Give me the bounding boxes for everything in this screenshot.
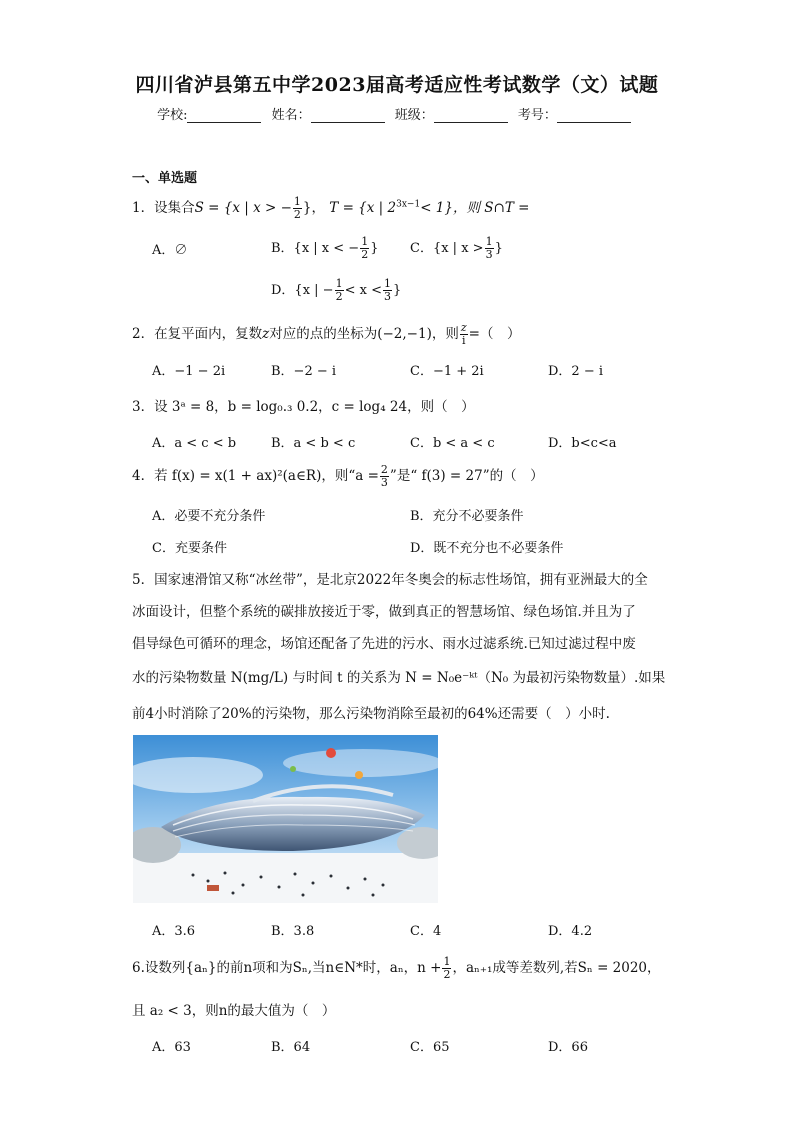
q5-option-c[interactable]: C．4 [410, 924, 442, 939]
name-blank[interactable] [311, 110, 385, 123]
number-label: 考号： [517, 108, 557, 123]
question-4: 4．若 f(x) = x(1 + ax)²(a∈R)，则“a = $\frac{2}{3}$ ”是“ f(3) = 27”的（ ） [132, 463, 544, 489]
question-2: 2．在复平面内，复数z对应的点的坐标为(−2,−1)，则 $\frac{z}{i}$ =（ ） [132, 321, 521, 347]
q3-option-c[interactable]: C．b < a < c [410, 436, 495, 451]
q1-set-t: T = {x | 2 [329, 200, 397, 216]
student-info-row [0, 104, 794, 123]
exam-title: 四川省泸县第五中学2023届高考适应性考试数学（文）试题 [135, 74, 659, 96]
q5-option-b[interactable]: B．3.8 [271, 924, 315, 939]
q1-frac-half: $\frac{1}{2}$ [293, 195, 301, 221]
school-blank[interactable] [187, 110, 261, 123]
class-label: 班级： [394, 108, 434, 123]
q5-option-a[interactable]: A．3.6 [152, 924, 196, 939]
q1-option-d[interactable]: D．{x | − $\frac{1}{2}$ < x < $\frac{1}{3}$ } [271, 277, 402, 303]
q1-option-b[interactable]: B．{x | x < − $\frac{1}{2}$ } [271, 235, 379, 261]
q1-exponent: 3x−1 [396, 199, 421, 210]
question-3: 3．设 3ᵃ = 8，b = log₀.₃ 0.2，c = log₄ 24，则（ ） [132, 399, 475, 415]
number-blank[interactable] [557, 110, 631, 123]
q5-line-2: 冰面设计，但整个系统的碳排放接近于零，做到真正的智慧场馆、绿色场馆.并且为了 [132, 604, 636, 620]
q4-option-d[interactable]: D．既不充分也不必要条件 [410, 541, 564, 556]
q6-option-a[interactable]: A．63 [152, 1040, 191, 1055]
name-label: 姓名： [271, 108, 311, 123]
section-heading: 一、单选题 [132, 171, 198, 186]
q1-option-c[interactable]: C．{x | x > $\frac{1}{3}$ } [410, 235, 503, 261]
q2-option-a[interactable]: A．−1 − 2i [152, 364, 226, 379]
q1-prefix: 1．设集合 [132, 200, 195, 216]
q1-option-a[interactable]: A．∅ [152, 243, 188, 258]
q5-line-5: 前4小时消除了20%的污染物，那么污染物消除至最初的64%还需要（ ）小时. [132, 706, 610, 722]
question-6-line-2: 且 a₂ < 3，则n的最大值为（ ） [132, 1003, 336, 1019]
question-1 [132, 196, 529, 221]
q4-option-c[interactable]: C．充要条件 [152, 541, 227, 556]
q1-s-end: }， [302, 200, 325, 216]
q3-option-a[interactable]: A．a < c < b [152, 436, 237, 451]
question-6: 6.设数列{aₙ}的前n项和为Sₙ,当n∈N*时，aₙ，n + $\frac{1}{2}$ ，aₙ₊₁成等差数列,若Sₙ = 2020， [132, 955, 661, 981]
q1-t-end: < 1}，则 S∩T = [420, 200, 530, 216]
q6-option-c[interactable]: C．65 [410, 1040, 450, 1055]
q2-option-c[interactable]: C．−1 + 2i [410, 364, 484, 379]
q2-option-d[interactable]: D．2 − i [548, 364, 604, 379]
q3-option-d[interactable]: D．b<c<a [548, 436, 617, 451]
class-blank[interactable] [434, 110, 508, 123]
q6-option-d[interactable]: D．66 [548, 1040, 588, 1055]
q4-option-b[interactable]: B．充分不必要条件 [410, 509, 524, 524]
q2-option-b[interactable]: B．−2 − i [271, 364, 337, 379]
q6-option-b[interactable]: B．64 [271, 1040, 311, 1055]
speed-skating-oval-photo [133, 735, 438, 903]
q3-option-b[interactable]: B．a < b < c [271, 436, 356, 451]
q4-option-a[interactable]: A．必要不充分条件 [152, 509, 266, 524]
q1-set-s: S = {x | x > − [194, 200, 292, 216]
q5-line-3: 倡导绿色可循环的理念，场馆还配备了先进的污水、雨水过滤系统.已知过滤过程中废 [132, 636, 636, 652]
stadium-illustration [133, 735, 438, 903]
q5-line-1: 5．国家速滑馆又称“冰丝带”，是北京2022年冬奥会的标志性场馆，拥有亚洲最大的全 [132, 572, 648, 588]
q5-line-4: 水的污染物数量 N(mg/L) 与时间 t 的关系为 N = N₀e⁻ᵏᵗ（N₀ 为最初污染物数量）.如果 [132, 670, 666, 686]
q5-option-d[interactable]: D．4.2 [548, 924, 593, 939]
school-label: 学校: [157, 108, 188, 123]
